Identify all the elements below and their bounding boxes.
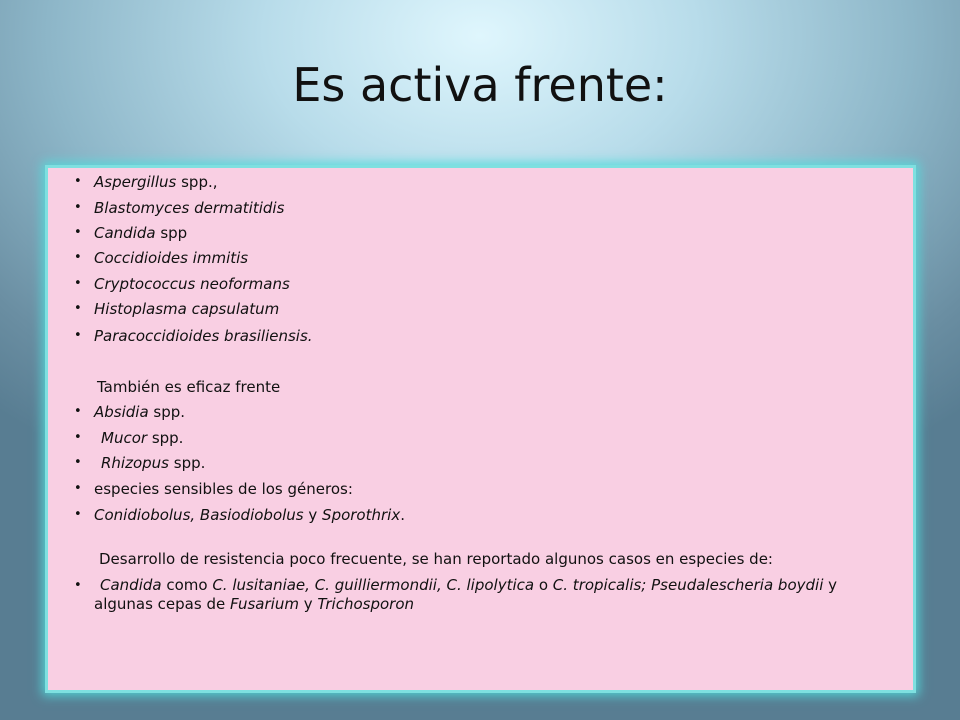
bullet-icon: • xyxy=(74,404,82,419)
bullet-icon: • xyxy=(74,225,82,240)
bullet-icon: • xyxy=(74,328,82,343)
bullet-icon: • xyxy=(74,430,82,445)
bullet-icon: • xyxy=(74,250,82,265)
bullet-icon: • xyxy=(74,578,82,593)
bullet-icon: • xyxy=(74,200,82,215)
content-box: • Aspergillus spp., • Blastomyces dermatitidis • Candida spp • Coccidioides immitis • Cryptococcus neoformans • Histoplasma capsulatum • Paracoccidioides brasiliensis. También es eficaz frente • Absidia spp. • Mucor spp. • Rhizopus spp. • especies sensibles de los géneros: • Conidiobolus, Basiodiobolus y Sporothrix. Desarrollo de resistencia poco frecuente, se han reportado algunos casos en especies de: • Candida como C. lusitaniae, C. guilliermondii, C. lipolytica o C. tropicalis; Pseudalescheria boydii y algunas cepas de Fusarium y Trichosporon xyxy=(48,168,913,690)
bullet-icon: • xyxy=(74,276,82,291)
bullet-icon: • xyxy=(74,455,82,470)
bullet-icon: • xyxy=(74,481,82,496)
slide-title: Es activa frente: xyxy=(292,58,668,112)
bullet-icon: • xyxy=(74,507,82,522)
bullet-icon: • xyxy=(74,301,82,316)
bullet-icon: • xyxy=(74,174,82,189)
